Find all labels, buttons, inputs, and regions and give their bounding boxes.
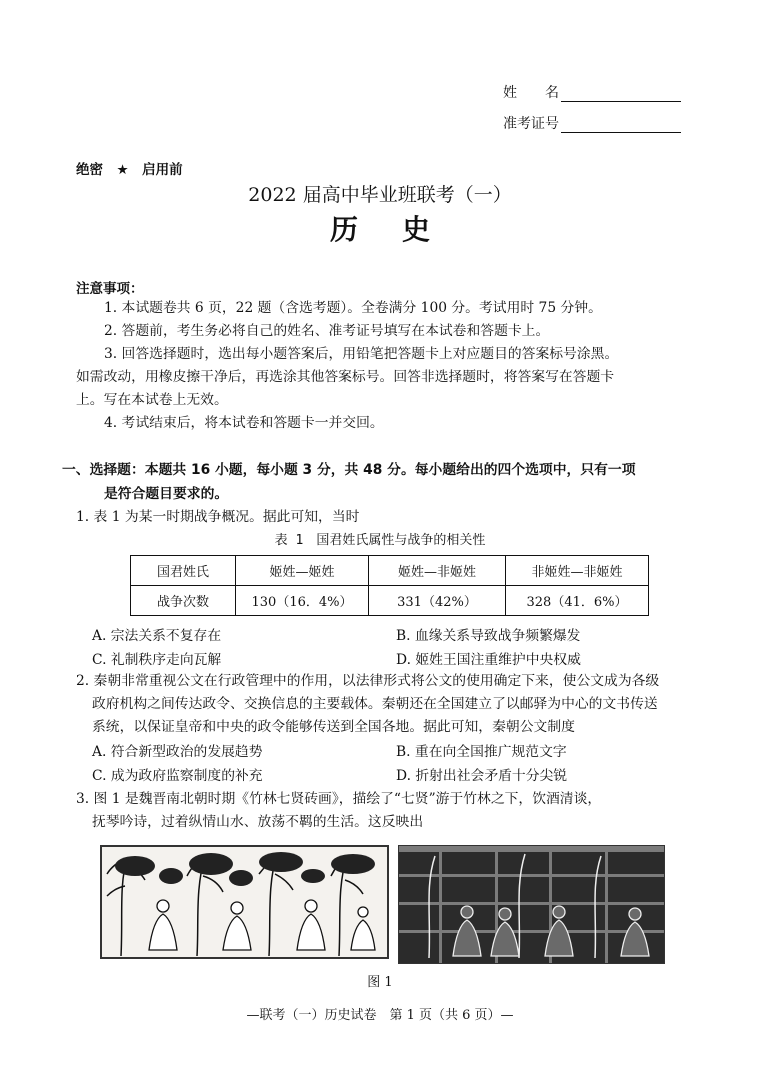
table-header-cell: 非姬姓—非姬姓	[506, 556, 649, 586]
q2-option-a: A. 符合新型政治的发展趋势	[92, 744, 263, 760]
q2-option-d: D. 折射出社会矛盾十分尖锐	[396, 768, 568, 784]
table-header-cell: 姬姓—非姬姓	[369, 556, 506, 586]
q2-option-b: B. 重在向全国推广规范文字	[396, 744, 567, 760]
q2-stem-line3: 系统，以保证皇帝和中央的政令能够传送到全国各地。据此可知，秦朝公文制度	[92, 719, 575, 735]
notice-item-1: 1. 本试题卷共 6 页，22 题（含选考题）。全卷满分 100 分。考试用时 75 分钟。	[104, 300, 602, 316]
table-cell: 战争次数	[131, 586, 236, 616]
table-caption: 表 1 国君姓氏属性与战争的相关性	[274, 533, 486, 548]
brick-painting-right-image	[399, 846, 664, 963]
table-row	[131, 586, 649, 616]
name-label: 姓 名	[503, 85, 559, 101]
q1-option-d: D. 姬姓王国注重维护中央权威	[396, 652, 581, 668]
q1-option-a: A. 宗法关系不复存在	[92, 628, 222, 644]
brick-painting-left-image	[101, 846, 388, 958]
section-heading-line1: 一、选择题：本题共 16 小题，每小题 3 分，共 48 分。每小题给出的四个选项中，只有一项	[62, 462, 636, 478]
section-heading	[62, 458, 702, 506]
brick-painting-right	[398, 845, 665, 964]
war-table	[130, 555, 649, 616]
name-field	[503, 82, 681, 102]
table-header-cell: 国君姓氏	[131, 556, 236, 586]
q1-stem: 1. 表 1 为某一时期战争概况。据此可知，当时	[76, 509, 360, 525]
table-cell: 130（16．4%）	[236, 586, 369, 616]
confidential-mark: 绝密 ★ 启用前	[76, 162, 183, 178]
q1-option-b: B. 血缘关系导致战争频繁爆发	[396, 628, 581, 644]
q2-stem-line2: 政府机构之间传达政令、交换信息的主要载体。秦朝还在全国建立了以邮驿为中心的文书传送	[92, 696, 658, 712]
table-header-row	[131, 556, 649, 586]
page-footer: —联考（一）历史试卷 第 1 页（共 6 页）—	[246, 1008, 514, 1023]
notice-item-3: 3. 回答选择题时，选出每小题答案后，用铅笔把答题卡上对应题目的答案标号涂黑。	[104, 346, 619, 362]
exam-id-field	[503, 113, 681, 133]
table-cell: 328（41．6%）	[506, 586, 649, 616]
q2-option-c: C. 成为政府监察制度的补充	[92, 768, 263, 784]
exam-id-blank[interactable]	[561, 118, 681, 133]
section-heading-line2: 是符合题目要求的。	[104, 486, 229, 502]
notice-item-2: 2. 答题前，考生务必将自己的姓名、准考证号填写在本试卷和答题卡上。	[104, 323, 550, 339]
exam-id-label: 准考证号	[503, 116, 559, 132]
q3-stem-line1: 3. 图 1 是魏晋南北朝时期《竹林七贤砖画》，描绘了“七贤”游于竹林之下，饮酒清谈，	[76, 791, 602, 807]
notice-heading: 注意事项：	[76, 281, 144, 297]
figure-caption: 图 1	[367, 975, 393, 990]
subject-title: 历史	[329, 213, 474, 246]
notice-item-3-cont: 如需改动，用橡皮擦干净后，再选涂其他答案标号。回答非选择题时，将答案写在答题卡	[76, 369, 615, 385]
notice-item-4: 4. 考试结束后，将本试卷和答题卡一并交回。	[104, 415, 384, 431]
q1-option-c: C. 礼制秩序走向瓦解	[92, 652, 222, 668]
exam-title: 2022 届高中毕业班联考（一）	[248, 184, 512, 206]
brick-painting-left	[100, 845, 389, 959]
q3-stem-line2: 抚琴吟诗，过着纵情山水、放荡不羁的生活。这反映出	[92, 814, 424, 830]
name-blank[interactable]	[561, 87, 681, 102]
table-header-cell: 姬姓—姬姓	[236, 556, 369, 586]
table-cell: 331（42%）	[369, 586, 506, 616]
q2-stem-line1: 2. 秦朝非常重视公文在行政管理中的作用，以法律形式将公文的使用确定下来，使公文成为各级	[76, 673, 660, 689]
notice-item-3-end: 上。写在本试卷上无效。	[76, 392, 228, 408]
